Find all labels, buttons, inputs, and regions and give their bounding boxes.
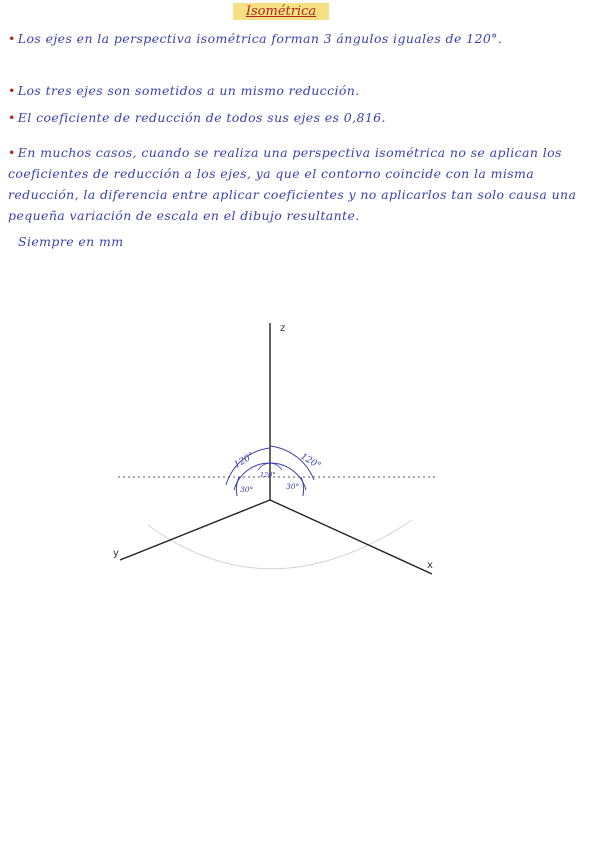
note-text-1: Los ejes en la perspectiva isométrica forman 3 ángulos iguales de 120°. bbox=[17, 31, 503, 46]
bullet-2: • bbox=[8, 83, 16, 98]
bullet-1: • bbox=[8, 31, 16, 46]
note-line-5: Siempre en mm bbox=[18, 234, 124, 249]
axis-y-line bbox=[120, 500, 270, 560]
angle-label-center: 120° bbox=[260, 471, 276, 479]
note-text-2: Los tres ejes son sometidos a un mismo reducción. bbox=[17, 83, 360, 98]
angle-label-30-right: 30° bbox=[286, 482, 300, 491]
angle-label-120-left: 120° bbox=[232, 451, 257, 471]
angle-label-30-left: 30° bbox=[240, 485, 254, 494]
bullet-4: • bbox=[8, 145, 16, 160]
axis-z-label: z bbox=[280, 323, 286, 334]
note-text-3: El coeficiente de reducción de todos sus ejes es 0,816. bbox=[17, 110, 386, 125]
construction-arc bbox=[148, 520, 412, 569]
angle-label-120-right: 120° bbox=[298, 451, 323, 472]
page-title: Isométrica bbox=[233, 3, 329, 20]
axis-x-line bbox=[270, 500, 432, 574]
bullet-3: • bbox=[8, 110, 16, 125]
note-text-4: En muchos casos, cuando se realiza una perspectiva isométrica no se aplican los coeficientes de reducción a los ejes, ya que el contorno coincide con la misma reducción, la diferencia entre aplicar coeficientes y no aplicarlos tan solo causa una pequeña variación de escala en el dibujo resultante. bbox=[8, 145, 577, 223]
axis-y-label: y bbox=[113, 548, 119, 559]
axis-x-label: x bbox=[427, 560, 433, 571]
